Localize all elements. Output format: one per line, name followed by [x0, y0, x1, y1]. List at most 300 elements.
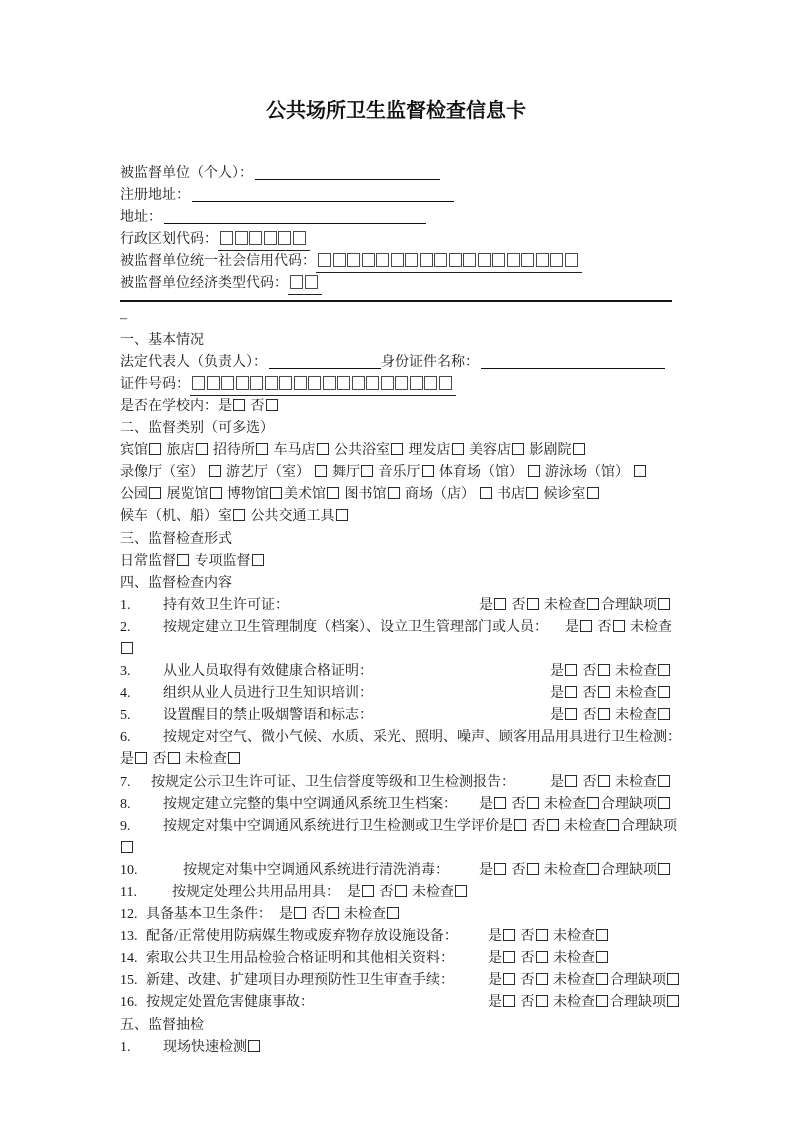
text-run: 按规定对空气、微小气候、水质、采光、照明、噪声、顾客用品用具进行卫生检测：: [163, 730, 681, 746]
checkbox[interactable]: [573, 443, 585, 455]
category-row-1: [120, 440, 672, 462]
text-run: 是: [120, 752, 134, 768]
checkbox[interactable]: [596, 995, 608, 1007]
item-10: [120, 860, 672, 882]
item-13: [120, 926, 672, 948]
text-run: 设置醒目的禁止吸烟警语和标志：: [163, 708, 373, 724]
code-box[interactable]: [507, 253, 520, 267]
blank-underline[interactable]: [164, 209, 426, 224]
code-box[interactable]: [362, 253, 375, 267]
item-label: [120, 926, 488, 948]
text-run: 未检查: [560, 818, 606, 834]
text-run: 未检查: [611, 686, 657, 702]
text-run: 否: [508, 796, 526, 812]
item-number: 13.: [120, 929, 138, 945]
category-row-2: [120, 462, 672, 484]
code-box[interactable]: [376, 253, 389, 267]
text-run: 合理缺项: [610, 995, 666, 1011]
item-options: [550, 705, 672, 727]
text-run: 注册地址：: [120, 188, 190, 204]
text-run: 否: [579, 664, 597, 680]
item-options: [550, 661, 672, 683]
code-box[interactable]: [347, 253, 360, 267]
checkbox[interactable]: [168, 752, 180, 764]
code-box[interactable]: [220, 231, 233, 245]
text-run: 是: [479, 862, 493, 878]
text-run: 是: [550, 664, 564, 680]
checkbox[interactable]: [209, 465, 221, 477]
dash-mark: [120, 308, 672, 330]
code-box[interactable]: [294, 376, 307, 390]
checkbox[interactable]: [228, 752, 240, 764]
text-run: 未检查: [540, 862, 586, 878]
line-inspection-form-options: [120, 551, 672, 573]
item-s1: [120, 1037, 672, 1059]
text-run: 未检查: [408, 885, 454, 900]
text-run: 未检查: [340, 907, 386, 923]
text-run: 被监督单位（个人）：: [120, 166, 253, 181]
text-run: 日常监督: [120, 553, 176, 569]
text-run: 否: [149, 752, 167, 768]
item-options: [488, 948, 610, 970]
codes-id-number: [120, 374, 672, 396]
text-run: 否: [517, 951, 535, 967]
code-box[interactable]: [424, 376, 437, 390]
item-6: [120, 727, 681, 749]
text-run: 是: [488, 995, 502, 1011]
checkbox[interactable]: [149, 443, 161, 455]
code-box[interactable]: [405, 253, 418, 267]
checkbox[interactable]: [667, 973, 679, 985]
item-options: [565, 617, 672, 639]
item-3: [120, 661, 672, 683]
text-run: 一、基本情况: [120, 332, 204, 348]
code-box[interactable]: [492, 253, 505, 267]
checkbox[interactable]: [266, 399, 278, 411]
text-run: 未检查: [549, 973, 595, 989]
item-16: [120, 992, 672, 1014]
code-box[interactable]: [249, 231, 262, 245]
code-box[interactable]: [352, 376, 365, 390]
text-run: 影剧院: [526, 443, 572, 459]
checkbox[interactable]: [121, 841, 133, 853]
text-run: 图书馆: [341, 487, 387, 503]
text-run: 否: [517, 973, 535, 989]
text-run: 按规定对集中空调通风系统进行清洗消毒：: [183, 862, 449, 878]
code-box[interactable]: [381, 376, 394, 390]
text-run: 是: [488, 973, 502, 989]
text-run: 被监督单位统一社会信用代码：: [120, 254, 316, 270]
checkbox[interactable]: [361, 465, 373, 477]
item-14: [120, 948, 672, 970]
item-options: [550, 772, 672, 794]
text-run: 四、监督检查内容: [120, 575, 232, 591]
code-box[interactable]: [449, 253, 462, 267]
text-run: 美术馆: [284, 487, 326, 503]
checkbox[interactable]: [596, 951, 608, 963]
heading-sampling: [120, 1015, 672, 1037]
text-run: 否: [517, 929, 535, 945]
text-run: 合理缺项: [601, 862, 657, 878]
text-run: 未检查: [540, 597, 586, 613]
text-run: 公园: [120, 487, 148, 503]
item-number: 8.: [120, 796, 131, 812]
item-label: [120, 860, 449, 882]
text-run: 音乐厅: [375, 465, 421, 481]
checkbox[interactable]: [658, 775, 670, 787]
code-box[interactable]: [395, 376, 408, 390]
text-run: 否: [508, 862, 526, 878]
text-run: 新建、改建、扩建项目办理预防性卫生审查手续：: [146, 973, 454, 989]
checkbox[interactable]: [565, 708, 577, 720]
item-number: 5.: [120, 708, 131, 724]
text-run: 三、监督检查形式: [120, 531, 232, 547]
code-box[interactable]: [264, 231, 277, 245]
item-options: [550, 683, 672, 705]
heading-supervision-category: [120, 418, 672, 440]
code-box[interactable]: [318, 253, 331, 267]
code-box[interactable]: [235, 231, 248, 245]
item-label: [120, 772, 515, 794]
code-box[interactable]: [207, 376, 220, 390]
text-run: 展览馆: [163, 487, 209, 503]
text-run: 舞厅: [328, 465, 360, 481]
code-boxes: [288, 276, 322, 295]
text-run: 从业人员取得有效健康合格证明：: [163, 664, 373, 680]
text-run: 否: [594, 619, 612, 635]
checkbox[interactable]: [135, 752, 147, 764]
checkbox[interactable]: [527, 598, 539, 610]
text-run: 身份证件名称：: [381, 354, 479, 370]
checkbox[interactable]: [565, 664, 577, 676]
text-run: 否: [508, 597, 526, 613]
code-box[interactable]: [221, 376, 234, 390]
checkbox[interactable]: [252, 554, 264, 566]
text-run: 未检查: [549, 951, 595, 967]
item-number: 14.: [120, 951, 138, 967]
checkbox[interactable]: [315, 465, 327, 477]
item-label: [120, 661, 373, 683]
codes-economic-type: [120, 273, 672, 295]
text-run: 未检查: [181, 752, 227, 768]
item-options: [488, 992, 681, 1014]
checkbox[interactable]: [422, 465, 434, 477]
text-run: 公共交通工具: [247, 509, 335, 525]
checkbox[interactable]: [658, 797, 670, 809]
code-box[interactable]: [366, 376, 379, 390]
code-boxes: [316, 254, 582, 273]
checkbox[interactable]: [596, 929, 608, 941]
code-box[interactable]: [550, 253, 563, 267]
text-run: 未检查: [549, 929, 595, 945]
checkbox[interactable]: [528, 465, 540, 477]
blank-underline[interactable]: [192, 187, 454, 202]
field-supervised-unit: [120, 163, 672, 185]
text-run: 是: [488, 929, 502, 945]
code-box[interactable]: [478, 253, 491, 267]
code-box[interactable]: [279, 376, 292, 390]
code-box[interactable]: [410, 376, 423, 390]
text-run: 未检查: [611, 774, 657, 790]
checkbox[interactable]: [327, 907, 339, 919]
item-4: [120, 683, 672, 705]
checkbox[interactable]: [587, 487, 599, 499]
checkbox[interactable]: [587, 863, 599, 875]
text-run: 行政区划代码：: [120, 232, 218, 248]
page-title: 公共场所卫生监督检查信息卡: [266, 100, 526, 122]
code-box[interactable]: [305, 275, 318, 289]
checkbox[interactable]: [233, 399, 245, 411]
text-run: 体育场（馆）: [435, 465, 527, 481]
item-number: 1.: [120, 597, 131, 613]
checkbox[interactable]: [613, 620, 625, 632]
text-run: 未检查: [540, 796, 586, 812]
code-box[interactable]: [521, 253, 534, 267]
item-number: 1.: [120, 1039, 131, 1055]
checkbox[interactable]: [121, 642, 133, 654]
code-box[interactable]: [236, 376, 249, 390]
checkbox[interactable]: [512, 443, 524, 455]
text-run: 书店: [493, 487, 525, 503]
checkbox[interactable]: [658, 708, 670, 720]
code-box[interactable]: [192, 376, 205, 390]
item-number: 16.: [120, 995, 138, 1011]
text-run: 是: [488, 951, 502, 967]
blank-underline[interactable]: [269, 354, 381, 369]
text-run: 具备基本卫生条件： 是: [146, 907, 293, 923]
item-number: 6.: [120, 730, 131, 746]
item-2: [120, 617, 672, 639]
text-run: 被监督单位经济类型代码：: [120, 276, 288, 292]
item-number: 12.: [120, 907, 138, 923]
line-legal-representative: [120, 352, 672, 374]
checkbox[interactable]: [503, 929, 515, 941]
text-run: 证件号码：: [120, 376, 190, 392]
divider-rule: [120, 300, 672, 302]
code-box[interactable]: [565, 253, 578, 267]
item-number: 7.: [120, 774, 131, 790]
item-label: [120, 617, 548, 639]
text-run: 法定代表人（负责人）：: [120, 354, 267, 370]
checkbox[interactable]: [233, 509, 245, 521]
item-number: 2.: [120, 619, 131, 635]
item-number: 11.: [120, 885, 137, 900]
item-label: [120, 970, 488, 992]
checkbox[interactable]: [248, 1040, 260, 1052]
checkbox[interactable]: [598, 708, 610, 720]
checkbox[interactable]: [387, 907, 399, 919]
blank-underline[interactable]: [481, 354, 665, 369]
text-run: 按规定处理公共用品用具： 是: [172, 885, 361, 900]
item-label: [120, 595, 289, 617]
code-box[interactable]: [536, 253, 549, 267]
code-box[interactable]: [420, 253, 433, 267]
text-run: 旅店: [163, 443, 195, 459]
text-run: 合理缺项: [621, 818, 677, 834]
text-run: 按规定建立卫生管理制度（档案）、设立卫生管理部门或人员：: [163, 619, 548, 635]
checkbox[interactable]: [395, 885, 407, 897]
text-run: 公共浴室: [330, 443, 390, 459]
text-run: 按规定处置危害健康事故：: [146, 995, 314, 1011]
item-8: [120, 794, 672, 816]
line-in-school: [120, 396, 672, 418]
code-boxes: [190, 377, 456, 396]
field-registered-address: [120, 185, 672, 207]
code-box[interactable]: [439, 376, 452, 390]
checkbox[interactable]: [196, 443, 208, 455]
text-run: 否: [376, 885, 394, 900]
checkbox[interactable]: [596, 973, 608, 985]
code-box[interactable]: [293, 231, 306, 245]
checkbox[interactable]: [494, 863, 506, 875]
text-run: 合理缺项: [601, 796, 657, 812]
checkbox[interactable]: [598, 775, 610, 787]
checkbox[interactable]: [565, 686, 577, 698]
text-run: 五、监督抽检: [120, 1017, 204, 1033]
checkbox[interactable]: [452, 443, 464, 455]
checkbox[interactable]: [565, 775, 577, 787]
category-row-4: [120, 506, 672, 528]
text-run: 是: [550, 708, 564, 724]
checkbox[interactable]: [667, 995, 679, 1007]
checkbox[interactable]: [317, 443, 329, 455]
checkbox[interactable]: [658, 598, 670, 610]
heading-basic-info: [120, 330, 672, 352]
text-run: 按规定公示卫生许可证、卫生信誉度等级和卫生检测报告：: [151, 774, 515, 790]
text-run: 持有效卫生许可证：: [163, 597, 289, 613]
checkbox[interactable]: [536, 973, 548, 985]
item-number: 4.: [120, 686, 131, 702]
code-box[interactable]: [337, 376, 350, 390]
checkbox[interactable]: [503, 951, 515, 963]
item-7: [120, 772, 672, 794]
text-run: 按规定对集中空调通风系统进行卫生检测或卫生学评价是: [163, 818, 513, 834]
checkbox[interactable]: [210, 487, 222, 499]
item-options: [488, 970, 681, 992]
item-9-wrap: [120, 838, 672, 860]
checkbox[interactable]: [598, 686, 610, 698]
text-run: 未检查: [611, 664, 657, 680]
code-box[interactable]: [463, 253, 476, 267]
item-options: [479, 860, 672, 882]
checkbox[interactable]: [294, 907, 306, 919]
checkbox[interactable]: [634, 465, 646, 477]
checkbox[interactable]: [536, 995, 548, 1007]
text-run: 合理缺项: [610, 973, 666, 989]
text-run: 车马店: [270, 443, 316, 459]
checkbox[interactable]: [658, 686, 670, 698]
item-label: [120, 794, 457, 816]
text-run: 录像厅（室）: [120, 465, 208, 481]
item-1: [120, 595, 672, 617]
text-run: 是否在学校内：是: [120, 398, 232, 414]
checkbox[interactable]: [587, 598, 599, 610]
checkbox[interactable]: [607, 819, 619, 831]
checkbox[interactable]: [536, 951, 548, 963]
text-run: 否: [579, 774, 597, 790]
text-run: 是: [565, 619, 579, 635]
code-box[interactable]: [434, 253, 447, 267]
text-run: 索取公共卫生用品检验合格证明和其他相关资料：: [146, 951, 454, 967]
item-options: [488, 926, 610, 948]
checkbox[interactable]: [362, 885, 374, 897]
checkbox[interactable]: [527, 863, 539, 875]
code-box[interactable]: [308, 376, 321, 390]
checkbox[interactable]: [388, 487, 400, 499]
checkbox[interactable]: [503, 995, 515, 1007]
checkbox[interactable]: [177, 554, 189, 566]
code-box[interactable]: [391, 253, 404, 267]
checkbox[interactable]: [587, 797, 599, 809]
codes-admin-division: [120, 229, 672, 251]
heading-inspection-form: [120, 529, 672, 551]
checkbox[interactable]: [149, 487, 161, 499]
checkbox[interactable]: [580, 620, 592, 632]
code-box[interactable]: [290, 275, 303, 289]
text-run: 现场快速检测: [163, 1039, 247, 1055]
item-label: [120, 948, 488, 970]
code-box[interactable]: [250, 376, 263, 390]
item-number: 3.: [120, 664, 131, 680]
checkbox[interactable]: [658, 664, 670, 676]
text-run: 理发店: [405, 443, 451, 459]
code-box[interactable]: [265, 376, 278, 390]
text-run: 否: [579, 686, 597, 702]
code-box[interactable]: [333, 253, 346, 267]
item-label: [120, 705, 373, 727]
code-boxes: [218, 232, 310, 251]
checkbox[interactable]: [547, 819, 559, 831]
text-run: 按规定建立完整的集中空调通风系统卫生档案：: [163, 796, 457, 812]
item-11: [120, 882, 672, 904]
checkbox[interactable]: [658, 863, 670, 875]
text-run: 地址：: [120, 210, 162, 226]
item-label: [120, 683, 373, 705]
checkbox[interactable]: [480, 487, 492, 499]
code-box[interactable]: [278, 231, 291, 245]
item-label: [120, 992, 488, 1014]
checkbox[interactable]: [270, 487, 282, 499]
text-run: 招待所: [209, 443, 255, 459]
checkbox[interactable]: [455, 885, 467, 897]
checkbox[interactable]: [256, 443, 268, 455]
item-number: 9.: [120, 818, 131, 834]
checkbox[interactable]: [494, 598, 506, 610]
checkbox[interactable]: [514, 819, 526, 831]
checkbox[interactable]: [598, 664, 610, 676]
text-run: 合理缺项: [601, 597, 657, 613]
text-run: 否: [517, 995, 535, 1011]
checkbox[interactable]: [327, 487, 339, 499]
checkbox[interactable]: [526, 487, 538, 499]
checkbox[interactable]: [494, 797, 506, 809]
checkbox[interactable]: [336, 509, 348, 521]
checkbox[interactable]: [503, 973, 515, 985]
category-row-3: [120, 484, 672, 506]
text-run: –: [120, 310, 127, 326]
checkbox[interactable]: [536, 929, 548, 941]
text-run: 是: [550, 774, 564, 790]
item-options: [479, 595, 672, 617]
blank-underline[interactable]: [255, 165, 440, 180]
checkbox[interactable]: [391, 443, 403, 455]
item-9: [120, 816, 677, 838]
checkbox[interactable]: [527, 797, 539, 809]
text-run: 未检查: [611, 708, 657, 724]
code-box[interactable]: [323, 376, 336, 390]
item-options: [479, 794, 672, 816]
text-run: 未检查: [626, 619, 672, 635]
